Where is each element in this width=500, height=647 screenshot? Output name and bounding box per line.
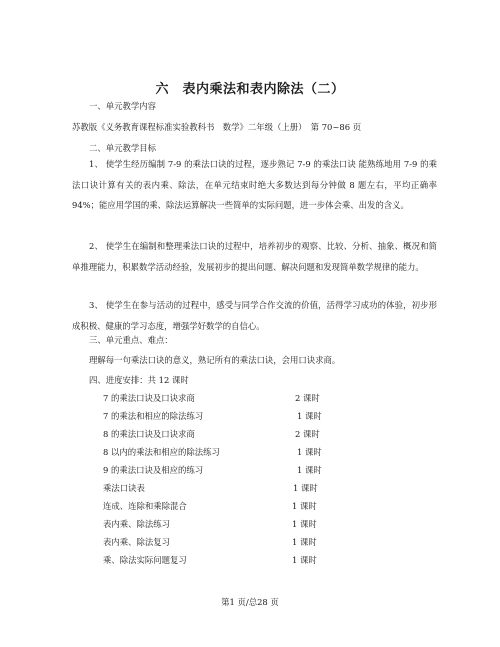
schedule-lesson-hours: 1 课时 <box>292 537 317 547</box>
section-heading-content: 一、单元教学内容 <box>89 101 156 111</box>
schedule-row <box>0 407 500 425</box>
schedule-row <box>0 533 500 551</box>
goal-paragraph-2: 2、 使学生在编制和整理乘法口诀的过程中，培养初步的观察、比较、分析、抽象、概况和简单推理能力，积累数学活动经验，发展初步的提出问题、解决问题和发现简单数学规律的能力。 <box>72 241 437 272</box>
schedule-lesson-hours: 1 课时 <box>297 465 322 475</box>
schedule-row <box>0 389 500 407</box>
schedule-row <box>0 425 500 443</box>
schedule-row <box>0 515 500 533</box>
schedule-lesson-name: 8 以内的乘法和相应的除法练习 <box>103 447 220 457</box>
schedule-lesson-name: 乘法口诀表 <box>103 483 145 493</box>
schedule-lesson-name: 表内乘、除法练习 <box>103 519 170 529</box>
schedule-lesson-hours: 1 课时 <box>293 483 318 493</box>
schedule-lesson-hours: 1 课时 <box>292 501 317 511</box>
goal-paragraph-1: 1、 使学生经历编制 7-9 的乘法口诀的过程，逐步熟记 7-9 的乘法口诀 能熟练地用 7-9 的乘法口诀计算有关的表内乘、除法，在单元结束时绝大多数达到每分钟做 8 题左右，平均正确率 94%；能应用学国的乘、除法运算解决一些简单的实际问题，进一步体会乘、出发的含义。 <box>72 159 437 210</box>
schedule-lesson-hours: 2 课时 <box>295 393 320 403</box>
schedule-lesson-name: 表内乘、除法复习 <box>103 537 170 547</box>
schedule-row <box>0 551 500 569</box>
schedule-lesson-hours: 1 课时 <box>292 519 317 529</box>
schedule-row <box>0 443 500 461</box>
textbook-reference: 苏教版《义务教育课程标准实验教科书 数学》二年级（上册） 第 70~86 页 <box>72 122 362 132</box>
schedule-lesson-name: 7 的乘法和相应的除法练习 <box>103 411 204 421</box>
schedule-lesson-name: 8 的乘法口诀及口诀求商 <box>103 429 195 439</box>
schedule-lesson-hours: 1 课时 <box>297 447 322 457</box>
page-number-footer: 第1 页/总28 页 <box>221 597 279 607</box>
schedule-row <box>0 497 500 515</box>
schedule-lesson-name: 乘、除法实际问题复习 <box>103 555 187 565</box>
schedule-lesson-hours: 2 课时 <box>295 429 320 439</box>
section-heading-key-points: 三、单元重点、难点： <box>89 335 173 345</box>
goal-paragraph-3: 3、 使学生在参与活动的过程中，感受与同学合作交流的价值，活得学习成功的体验，初步形成积极、健康的学习态度，增强学好数学的自信心。 <box>72 300 437 331</box>
schedule-lesson-name: 9 的乘法口诀及相应的练习 <box>103 465 204 475</box>
schedule-lesson-name: 连成、连除和乘除混合 <box>103 501 187 511</box>
document-title: 六 表内乘法和表内除法（二） <box>155 82 345 97</box>
section-heading-schedule: 四、进度安排：共 12 课时 <box>89 375 189 385</box>
key-points-text: 理解每一句乘法口诀的意义，熟记所有的乘法口诀，会用口诀求商。 <box>89 355 341 365</box>
schedule-row <box>0 479 500 497</box>
schedule-lesson-hours: 1 课时 <box>292 555 317 565</box>
section-heading-goals: 二、单元教学目标 <box>89 143 156 153</box>
schedule-row <box>0 461 500 479</box>
schedule-lesson-hours: 1 课时 <box>297 411 322 421</box>
schedule-lesson-name: 7 的乘法口诀及口诀求商 <box>103 393 195 403</box>
